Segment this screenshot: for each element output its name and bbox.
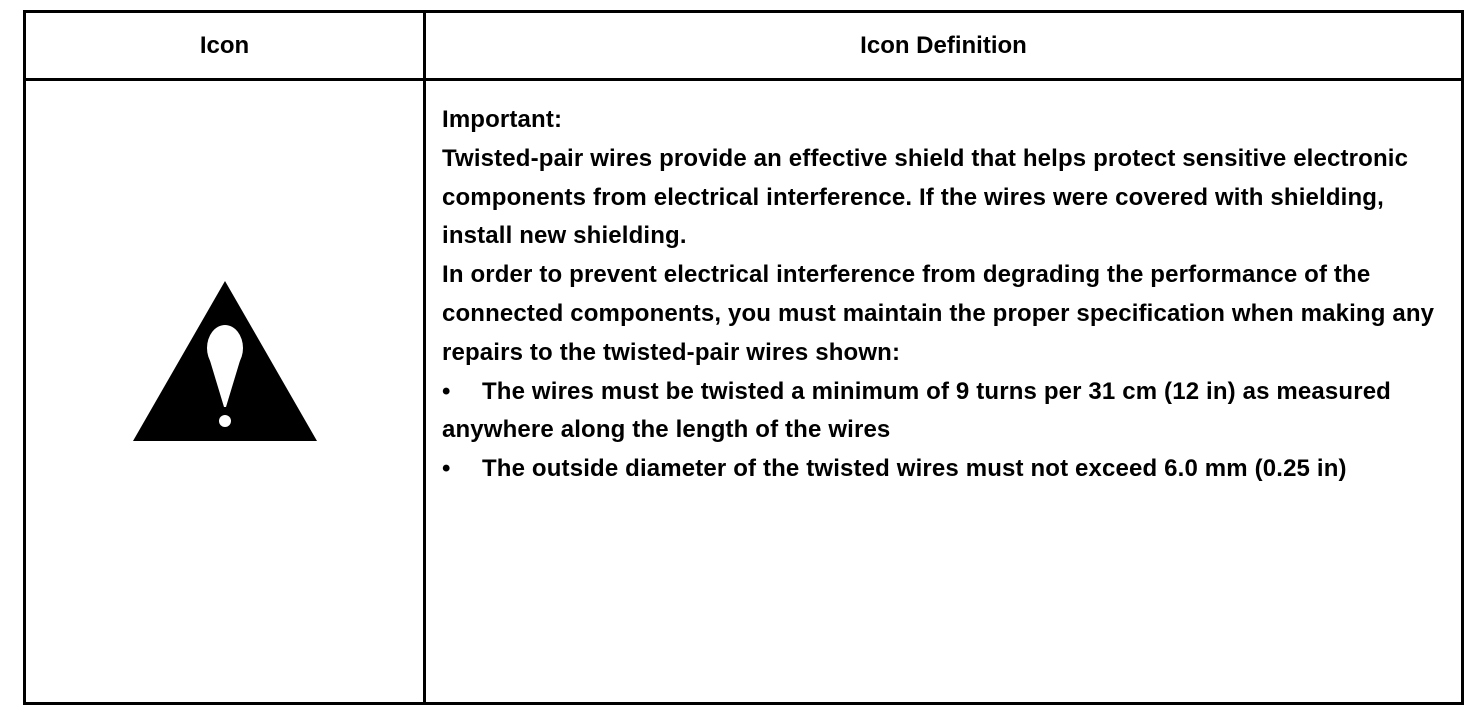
bullet-glyph: • [442,377,451,405]
bullet-glyph: • [442,455,451,483]
definition-paragraph: Twisted-pair wires provide an effective shield that helps protect sensitive electronic components from electrical interference. If the wires were covered with shielding, install new shielding. [442,144,1409,250]
bullet-text: The wires must be twisted a minimum of 9 turns per 31 cm (12 in) as measured anywhere along the length of the wires [442,377,1391,444]
table-header-row [25,12,1463,80]
icon-cell [25,80,425,704]
table-row [25,80,1463,704]
important-heading: Important: [442,106,563,133]
column-header-definition: Icon Definition [425,12,1463,80]
bullet-text: The outside diameter of the twisted wires must not exceed 6.0 mm (0.25 in) [482,455,1347,483]
definition-paragraph: In order to prevent electrical interference from degrading the performance of the connected components, you must maintain the proper specification when making any repairs to the twisted-pair wires shown: [442,261,1435,366]
icon-definition-table [23,10,1464,705]
bullet-item [442,450,1445,489]
warning-triangle-exclamation-icon [133,281,317,441]
definition-cell [425,80,1463,704]
column-header-icon: Icon [25,12,425,80]
definition-text [442,101,1445,489]
bullet-item [442,373,1445,451]
